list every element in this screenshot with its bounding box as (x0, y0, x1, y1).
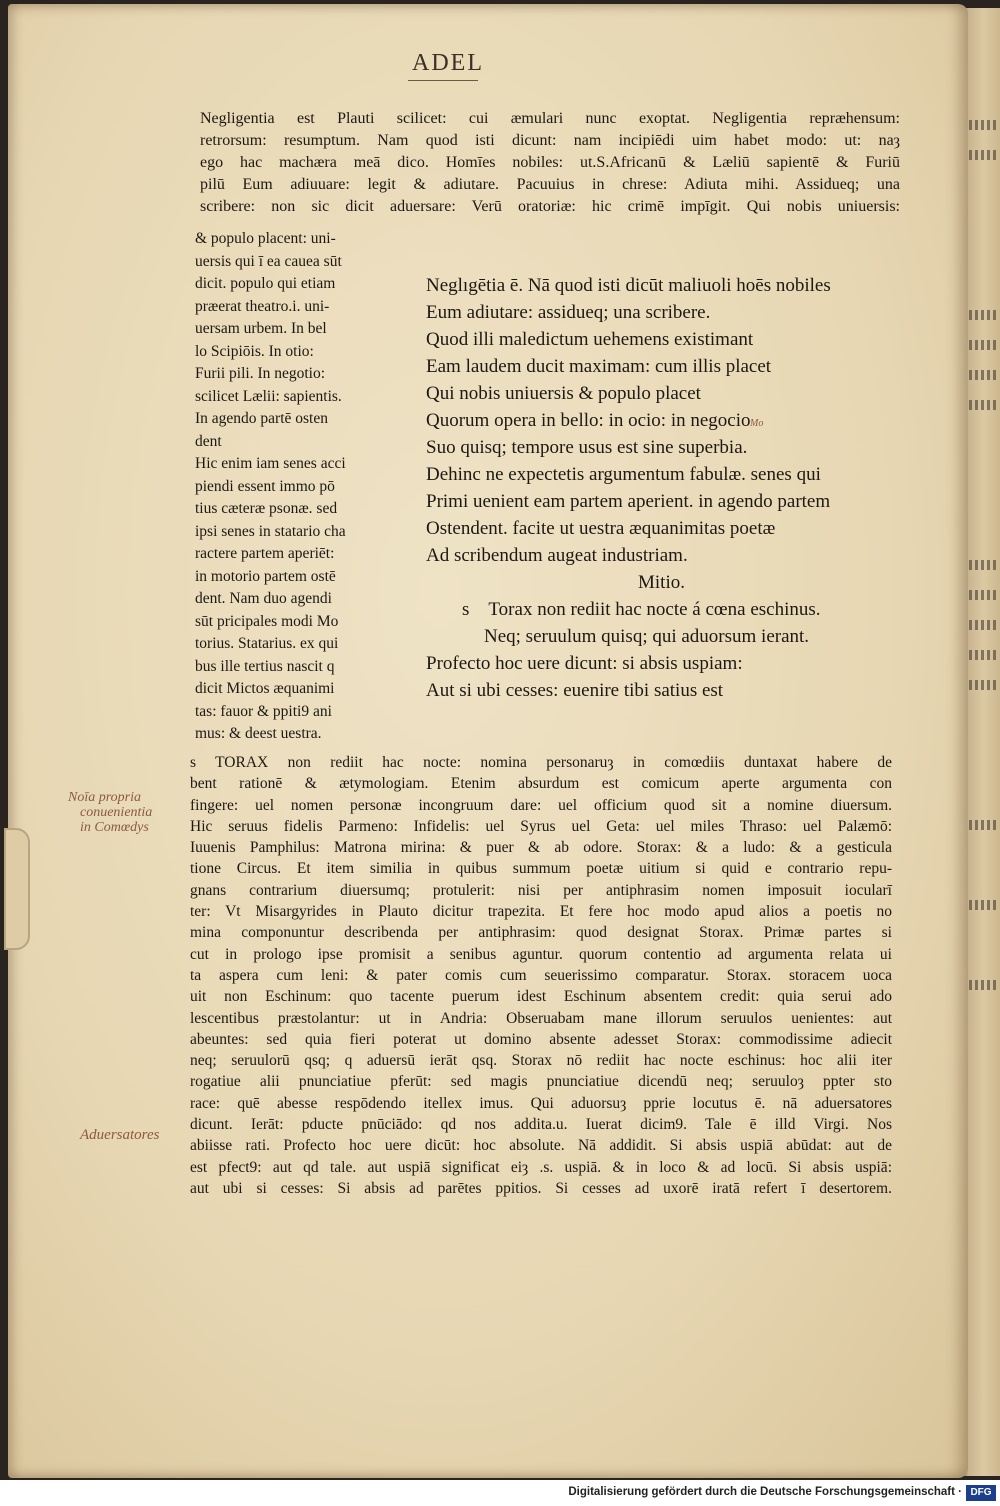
text-line: aut ubi si cesses: Si absis ad parētes ppitios. Si cesses ad uxorē iratā refert ī desertorem. (190, 1179, 892, 1197)
text-line: race: quē abesse respōdendo itellex imus. Qui aduorsuȝ pprie locutus ē. nā aduersatores (190, 1094, 892, 1112)
text-line: dicunt. Ierāt: pducte pnūciādo: qd nos addita.u. Iuerat dicim9. Tale ē illd Virgi. Nos (190, 1116, 892, 1134)
text-line: ter: Vt Misargyrides in Plauto dicitur trapezita. Et fere hoc modo apud alios a poetis no (190, 903, 892, 921)
text-line: mus: & deest uestra. (195, 725, 322, 742)
text-line: ractere partem aperiēt: (195, 545, 335, 562)
verse-line: Eam laudem ducit maximam: cum illis placet (426, 356, 772, 377)
play-text (426, 272, 831, 704)
text-line: neq; seruulorū qsq; q aduersū ierāt qsq. Storax nō rediit hac nocte eschinus: hoc alii iter (190, 1052, 892, 1070)
bottom-commentary (190, 752, 892, 1199)
facing-page-text (963, 590, 999, 600)
text-line: dent. Nam duo agendi (195, 590, 332, 607)
text-line: ipsi senes in statario cha (195, 522, 346, 540)
dfg-logo: DFG (966, 1485, 996, 1501)
text-line: In agendo partē osten (195, 410, 328, 427)
text-line: lescentibus præstolantur: ut in Andria: Obseruabam mane illorum seruulos uenientes: aut (190, 1009, 892, 1027)
speech-marker: s (462, 599, 470, 620)
note-line: Noīa propria (68, 790, 141, 805)
text-line: præerat theatro.i. uni- (195, 297, 330, 315)
text-line: Furii pili. In negotio: (195, 365, 326, 382)
verse-line: Ostendent. facite ut uestra æquanimitas poetæ (426, 518, 776, 539)
page-clasp (4, 828, 30, 950)
text-line: cut in prologo ipse promisit a senibus aguntur. quorum contentio ad argumenta relata ui (190, 945, 892, 963)
text-line: pilū Eum adiuuare: legit & adiutare. Pacuuius in chrese: Adiuta mihi. Assidueq; una (200, 176, 900, 193)
speech-line: Neq; seruulum quisq; qui aduorsum ierant. (484, 626, 810, 647)
text-line: sūt pricipales modi Mo (195, 612, 339, 630)
note-line: conuenientia (80, 805, 153, 820)
facing-page-text (963, 150, 999, 160)
facing-page-text (963, 120, 999, 130)
facing-page-text (963, 370, 999, 380)
text-line: rogatiue alii pnunciatiue pferūt: sed magis pnunciatiue dicendū neq; seruuloȝ ppter sto (190, 1073, 892, 1091)
verse-line: Quod illi maledictum uehemens existimant (426, 329, 754, 350)
speaker-label: Mitio. (638, 572, 685, 593)
facing-page-text (963, 980, 999, 990)
text-line: in motorio partem ostē (195, 567, 336, 585)
facing-page-text (963, 560, 999, 570)
text-line: tas: fauor & ppiti9 ani (195, 702, 332, 720)
page-heading: ADEL (412, 50, 484, 76)
text-line: tius cæteræ psonæ. sed (195, 500, 338, 517)
text-line: mina componuntur describenda per antiphrasim: quod designat Storax. Primæ partes si (190, 924, 892, 942)
text-line: s TORAX non rediit hac nocte: nomina personaruȝ in comœdiis duntaxat habere de (190, 754, 892, 771)
verse-line: Primi uenient eam partem aperient. in agendo partem (426, 491, 831, 512)
marginal-note-names (68, 790, 152, 835)
text-line: uersam urbem. In bel (195, 320, 327, 337)
text-line: ego hac machæra meā dico. Homīes nobiles: ut.S.Africanū & Læliū sapientē & Furiū (200, 154, 900, 171)
text-line: uit non Eschinum: quo tacente puerum idest Eschinum absentem credit: quia serui ado (190, 988, 892, 1006)
note-line: in Comœdys (80, 820, 149, 835)
facing-page-text (963, 340, 999, 350)
text-line: Iuuenis Pamphilus: Matrona mirina: & puer & ab odore. Storax: & a ludo: & a gesticula (190, 839, 892, 857)
text-line: dicit Mictos æquanimi (195, 680, 335, 697)
text-line: fingere: uel nomen personæ incongruum dare: uel officium quod sit a nomine diuersum. (190, 796, 892, 814)
text-line: uersis qui ī ea cauea sūt (195, 252, 342, 270)
facing-page-text (963, 650, 999, 660)
footer-credit: Digitalisierung gefördert durch die Deutsche Forschungsgemeinschaft · (568, 1486, 962, 1498)
text-line: piendi essent immo pō (195, 477, 335, 495)
facing-page-text (963, 620, 999, 630)
verse-line: Quorum opera in bello: in ocio: in negocio (426, 410, 751, 431)
text-line: scribere: non sic dicit aduersare: Verū oratoriæ: hic crimē impīgit. Qui nobis uniuersis: (200, 198, 900, 215)
text-line: torius. Statarius. ex qui (195, 635, 339, 652)
verse-line: Neglıgētia ē. Nā quod isti dicūt maliuoli hoēs nobiles (426, 275, 831, 296)
text-line: bus ille tertius nascit q (195, 657, 335, 675)
text-line: retrorsum: resumptum. Nam quod isti dicunt: nam incipiēdi uim habet modo: ut: naȝ (200, 132, 900, 149)
text-line: ta aspera cum leni: & pater comis cum seuerissimo comparatur. Storax. storacem uoca (190, 966, 892, 984)
text-line: Hic seruus fidelis Parmeno: Infidelis: uel Syrus uel Geta: uel miles Thraso: uel Palæmō: (190, 817, 892, 835)
verse-line: Eum adiutare: assidueq; una scribere. (426, 302, 711, 323)
left-commentary (195, 228, 395, 746)
marginal-note-adversatores: Aduersatores (80, 1127, 160, 1143)
text-line: Hic enim iam senes acci (195, 455, 346, 472)
text-line: & populo placent: uni- (195, 230, 336, 247)
facing-page-text (963, 680, 999, 690)
text-line: Negligentia est Plauti scilicet: cui æmulari nunc exoptat. Negligentia repræhensum: (200, 110, 900, 127)
interlinear-note: Mo (750, 418, 764, 429)
verse-line: Qui nobis uniuersis & populo placet (426, 383, 701, 404)
facing-page-text (963, 820, 999, 830)
text-line: bent rationē & ætymologiam. Etenim absurdum est comicum aperte argumenta con (190, 775, 892, 793)
footer-bar (0, 1480, 1000, 1506)
facing-page-text (963, 310, 999, 320)
verse-line: Dehinc ne expectetis argumentum fabulæ. senes qui (426, 464, 821, 485)
verse-line: Ad scribendum augeat industriam. (426, 545, 688, 566)
text-line: gnans contrarium diuersumq; protulerit: nisi per antiphrasim nomen imposuit iocularī (190, 881, 892, 899)
text-line: dent (195, 432, 222, 450)
speech-line: Aut si ubi cesses: euenire tibi satius est (426, 680, 724, 701)
speech-text: Torax non rediit hac nocte á cœna eschinus. (488, 599, 821, 620)
text-line: abiisse rati. Profecto hoc uere dicūt: hoc absolute. Nā addidit. Si absis uspiā abūdat: aut de (190, 1137, 892, 1155)
top-commentary (200, 108, 900, 218)
book-page (8, 4, 968, 1478)
heading-underline (408, 80, 478, 81)
text-line: dicit. populo qui etiam (195, 275, 336, 292)
text-line: lo Scipiōis. In otio: (195, 342, 314, 360)
speech-line: Profecto hoc uere dicunt: si absis uspiam: (426, 653, 743, 674)
text-line: scilicet Lælii: sapientis. (195, 387, 342, 405)
facing-page-text (963, 900, 999, 910)
text-line: est pfect9: aut qd tale. aut uspiā significat eiȝ .s. uspiā. & in loco & ad locū. Si absis uspiā: (190, 1158, 892, 1176)
text-line: tione Circus. Et item similia in quibus summum poetæ uitium si quid e contrario repu- (190, 860, 892, 878)
facing-page-text (963, 400, 999, 410)
speech-line (426, 596, 831, 623)
text-line: abeuntes: sed quia fieri poterat ut domino absente adesset Storax: commodissime adiecit (190, 1030, 892, 1048)
verse-line: Suo quisq; tempore usus est sine superbia. (426, 437, 748, 458)
